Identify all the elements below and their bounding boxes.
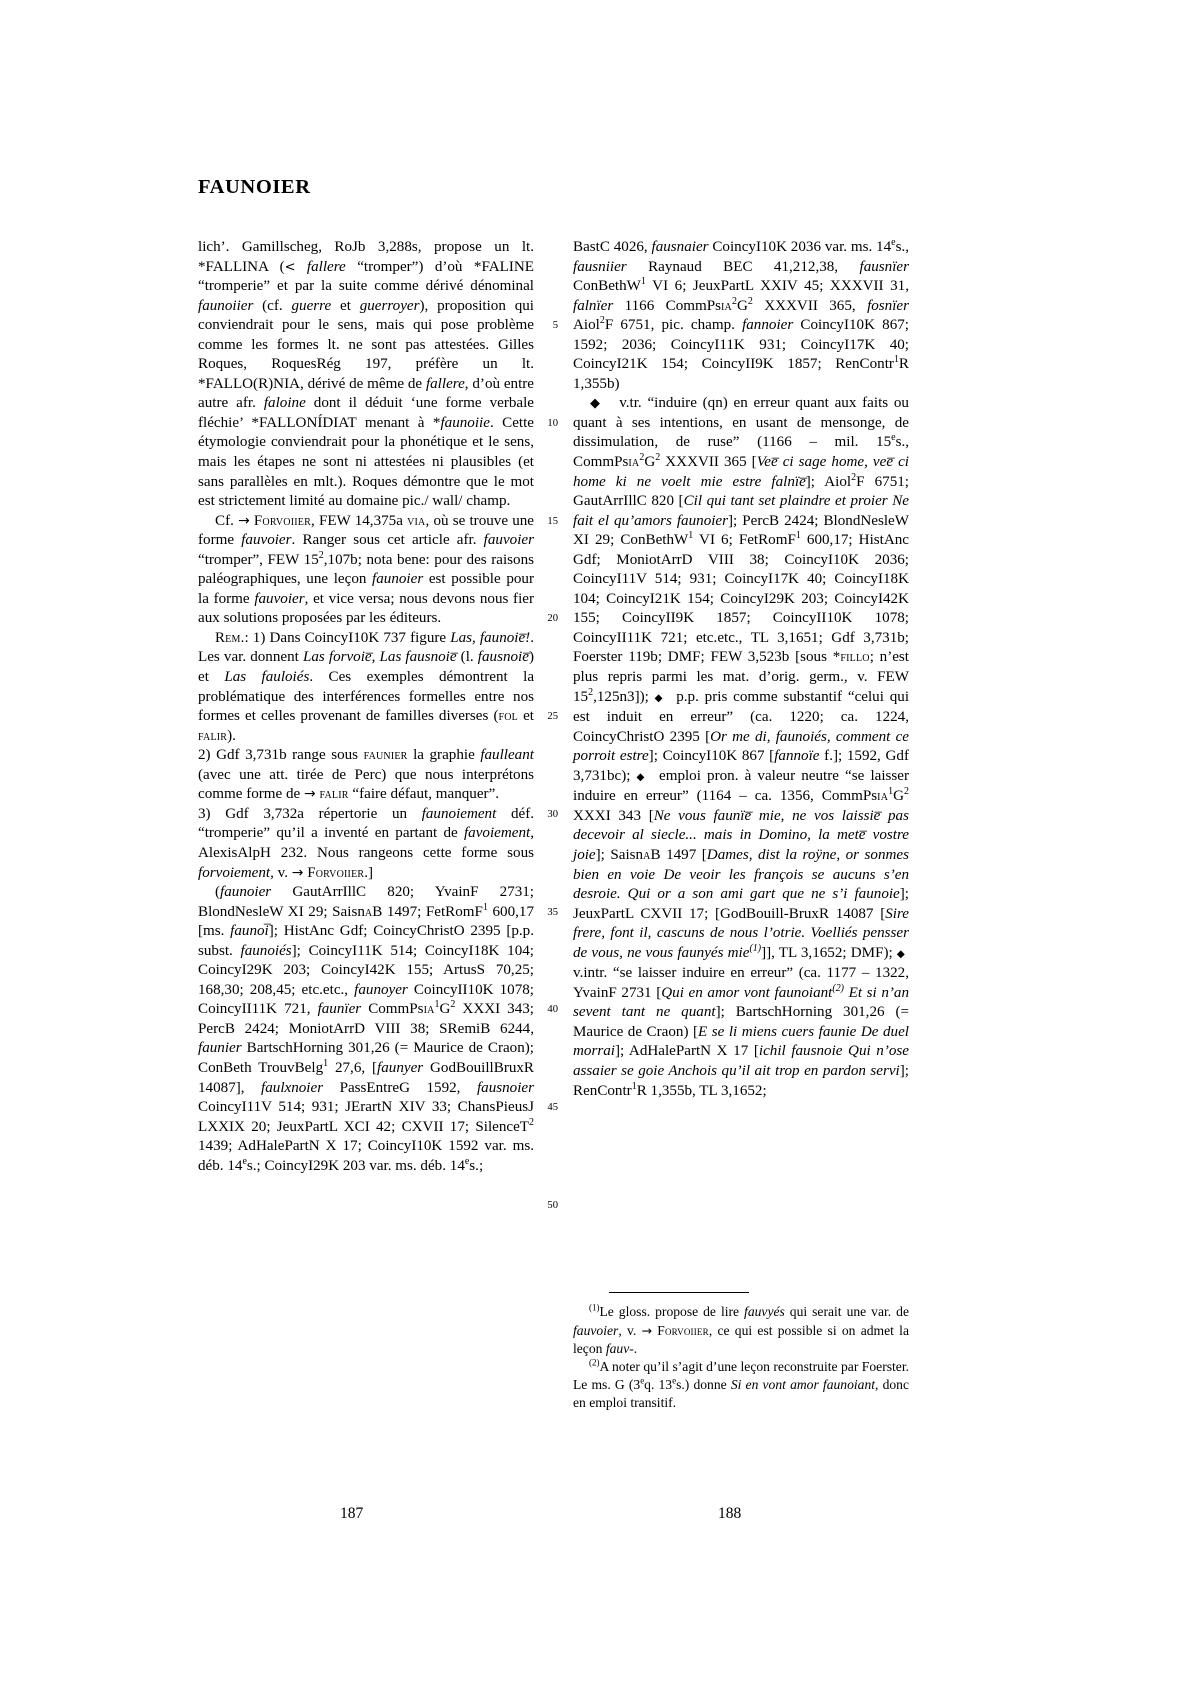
line-number (536, 648, 558, 668)
folio-number-right: 188 (718, 1505, 742, 1522)
line-number: 20 (547, 613, 558, 625)
paragraph-right-1: BastC 4026, fausnaier CoincyI10K 2036 var. ms. 14es., fausniier Raynaud BEC 41,212,38, fausnïer ConBethW$^1$ VI 6; JeuxPartL XXIV 45; XXXVII 31, falnïer 1166 $CommPsia^2G^2$ XXXVII 365, fosnïer Aiol$^2$F 6751, pic. champ. fannoier CoincyI10K 867; 1592; 2036; CoincyI11K 931; CoincyI17K 40; CoincyI21K 154; CoincyII9K 1857; RenContr$^1$R 1,355b) (573, 236, 909, 392)
line-number (536, 473, 558, 493)
line-number (536, 297, 558, 317)
folio-number-left: 187 (340, 1505, 364, 1522)
line-number (536, 551, 558, 571)
line-number-gutter (536, 238, 558, 1215)
line-number (536, 1079, 558, 1099)
line-number (536, 727, 558, 747)
line-number (536, 766, 558, 786)
line-number (536, 1020, 558, 1040)
line-number (536, 844, 558, 864)
paragraph-left-3: Rem.: 1) Dans CoincyI10K 737 figure Las, faunoie̅!. Les var. donnent Las forvoie̅, Las fausnoie̅ (l. fausnoie̅) et Las fauloiés. Ces exemples démontrent la problématique des interférences formelles entre nos formes et celles provenant de familles diverses (fol et falir). (198, 629, 535, 744)
line-number (536, 453, 558, 473)
line-number (536, 355, 558, 375)
line-number (536, 238, 558, 258)
line-number (536, 277, 558, 297)
line-number (536, 746, 558, 766)
line-number (536, 668, 558, 688)
paragraph-left-2: Cf. → Forvoiier, FEW 14,375a via, où se trouve une forme fauvoier. Ranger sous cet article afr. fauvoier “tromper”, FEW $15^2,107b$; nota bene: pour des raisons paléographiques, une leçon faunoier est possible pour la forme fauvoier, et vice versa; nous devons nous fier aux solutions proposées par les éditeurs. (198, 512, 535, 627)
paragraph-right-2: ◆ v.tr. “induire (qn) en erreur quant aux faits ou quant à ses intentions, en usant de mensonge, de dissimulation, de ruse” (1166 – mil. 15es., $CommPsia^2G^2$ XXXVII 365 [Vee̅ ci sage home, vee̅ ci home ki ne voelt mie estre falnïe̅]; Aiol$^2$F 6751; GautArrIllC 820 [Cil qui tant set plaindre et proier Ne fait el qu’amors faunoier]; PercB 2424; BlondNesleW XI 29; ConBethW$^1$ VI 6; FetRomF$^1$ 600,17; HistAnc Gdf; MoniotArrD VIII 38; CoincyI10K 2036; CoincyI11V 514; 931; CoincyI17K 40; CoincyI18K 104; CoincyI21K 154; CoincyI29K 203; CoincyI42K 155; CoincyII9K 1857; CoincyII10K 1078; CoincyII11K 721; etc.etc., TL 3,1651; Gdf 3,731b; Foerster 119b; DMF; FEW 3,523b [sous *fillo; n’est plus repris parmi les mat. d’orig. germ., v. FEW $15^2,125n3$]); ◆ p.p. pris comme substantif “celui qui est induit en erreur” (ca. 1220; ca. 1224, CoincyChristO 2395 [Or me di, faunoiés, comment ce porroit estre]; CoincyI10K 867 [fannoïe f.]; 1592, Gdf 3,731bc); ◆ emploi pron. à valeur neutre “se laisser induire en erreur” (1164 – ca. 1356, $CommPsia^1G^2$ XXXI 343 [Ne vous faunïe̅ mie, ne vos laissie̅ pas decevoir al siecle... mais in Domino, la mete̅ vostre joie]; SaisnaB 1497 [Dames, dist la roÿne, or sonmes bien en voie De veoir les françois se aucuns s’en desroie. Qui or a son ami gart que ne s’i faunoie]; JeuxPartL CXVII 17; [GodBouill-BruxR 14087 [Sire frere, font il, cascuns de nous l’otrie. Voelliés pensser de vous, ne vous faunyés mie$^{(1)}$]], TL 3,1652; DMF); ◆ v.intr. “se laisser induire en erreur” (ca. 1177 – 1322, YvainF 2731 [Qui en amor vont faunoiant$^{(2)}$ Et si n’an sevent tant ne quant]; BartschHorning 301,26 (= Maurice de Craon) [E se li miens cuers faunie De duel morrai]; AdHalePartN X 17 [ichil fausnoie Qui n’ose assaier se goie Anchois qu’il ait trop en pardon servi]; RenContr$^1$R 1,355b, TL 3,1652; (573, 395, 910, 1099)
line-number (536, 883, 558, 903)
right-column (573, 238, 909, 1101)
line-number (536, 1157, 558, 1177)
footnote-2: $^{(2)}$A noter qu’il s’agit d’une leçon reconstruite par Foerster. Le ms. G (3eq. 13es.) donne Si en vont amor faunoiant, donc en emploi transitif. (573, 1357, 909, 1411)
line-number (536, 942, 558, 962)
line-number (536, 688, 558, 708)
line-number: 50 (547, 1199, 558, 1211)
line-number (536, 492, 558, 512)
footnote-rule (609, 1292, 749, 1293)
line-number (536, 531, 558, 551)
line-number: 40 (547, 1004, 558, 1016)
line-number (536, 336, 558, 356)
line-number: 35 (547, 906, 558, 918)
line-number (536, 1176, 558, 1196)
line-number (536, 375, 558, 395)
paragraph-left-5: 3) Gdf 3,732a répertorie un faunoiement déf. “tromperie” qu’il a inventé en partant de favoiement, AlexisAlpH 232. Nous rangeons cette forme sous forvoiement, v. → Forvoiier.] (198, 805, 535, 881)
paragraph-left-4: 2) Gdf 3,731b range sous faunier la graphie faulleant (avec une att. tirée de Perc) que nous interprétons comme forme de → falir “faire défaut, manquer”. (198, 747, 534, 803)
paragraph-left-6: (faunoier GautArrIllC 820; YvainF 2731; BlondNesleW XI 29; SaisnaB 1497; FetRomF$^1$ 600,17 [ms. faunoi̅]; HistAnc Gdf; CoincyChristO 2395 [p.p. subst. faunoiés]; CoincyI11K 514; CoincyI18K 104; CoincyI29K 203; CoincyI42K 155; ArtusS 70,25; 168,30; 208,45; etc.etc., faunoyer CoincyII10K 1078; CoincyII11K 721, faunïer $CommPsia^1G^2$ XXXI 343; PercB 2424; MoniotArrD VIII 38; SRemiB 6244, faunier BartschHorning 301,26 (= Maurice de Craon); ConBeth TrouvBelg$^1$ 27,6, [faunyer GodBouillBruxR 14087], faulxnoier PassEntreG 1592, fausnoier CoincyI11V 514; 931; JErartN XIV 33; ChansPieusJ LXXIX 20; JeuxPartL XCI 42; CXVII 17; SilenceT$^2$ 1439; AdHalePartN X 17; CoincyI10K 1592 var. ms. déb. 14es.; CoincyI29K 203 var. ms. déb. 14es.; (198, 884, 535, 1174)
line-number (536, 394, 558, 414)
line-number (536, 629, 558, 649)
line-number: 5 (552, 320, 558, 332)
line-number (536, 433, 558, 453)
line-number (536, 981, 558, 1001)
page-title: FAUNOIER (198, 176, 311, 198)
line-number: 45 (547, 1102, 558, 1114)
paragraph-left-1: lich’. Gamillscheg, RoJb 3,288s, propose un lt. *FALLINA (< fallere “tromper”) d’où *FALINE “tromperie” et par la suite comme dérivé dénominal faunoiier (cf. guerre et guerroyer), proposition qui conviendrait pour le sens, mais qui pose problème comme les formes lt. ne sont pas attestées. Gilles Roques, RoquesRég 197, préfère un lt. *FALLO(R)NIA, dérivé de même de fallere, d’où entre autre afr. faloine dont il déduit ‘une forme verbale fléchie’ *FALLONÍDIAT menant à *faunoiie. Cette étymologie conviendrait pour la phonétique et le sens, mais les étapes ne sont ni attestées ni plausibles (et sans parallèles en mlt.). Roques démontre que le mot est strictement limité au domaine pic./ wall/ champ. (198, 239, 535, 510)
line-number: 25 (547, 711, 558, 723)
line-number (536, 570, 558, 590)
line-number (536, 1039, 558, 1059)
line-number (536, 922, 558, 942)
line-number (536, 1137, 558, 1157)
line-number: 30 (547, 808, 558, 820)
left-column (198, 238, 534, 1176)
line-number (536, 864, 558, 884)
line-number (536, 785, 558, 805)
line-number: 10 (547, 417, 558, 429)
line-number (536, 961, 558, 981)
line-number (536, 1059, 558, 1079)
footnote-block (573, 1292, 909, 1413)
line-number (536, 824, 558, 844)
line-number (536, 258, 558, 278)
footnote-1: $^{(1)}$Le gloss. propose de lire fauvyés qui serait une var. de fauvoier, v. → Forvoiier, ce qui est possible si on admet la leçon fauv-. (573, 1302, 909, 1356)
line-number (536, 590, 558, 610)
line-number: 15 (547, 515, 558, 527)
line-number (536, 1118, 558, 1138)
